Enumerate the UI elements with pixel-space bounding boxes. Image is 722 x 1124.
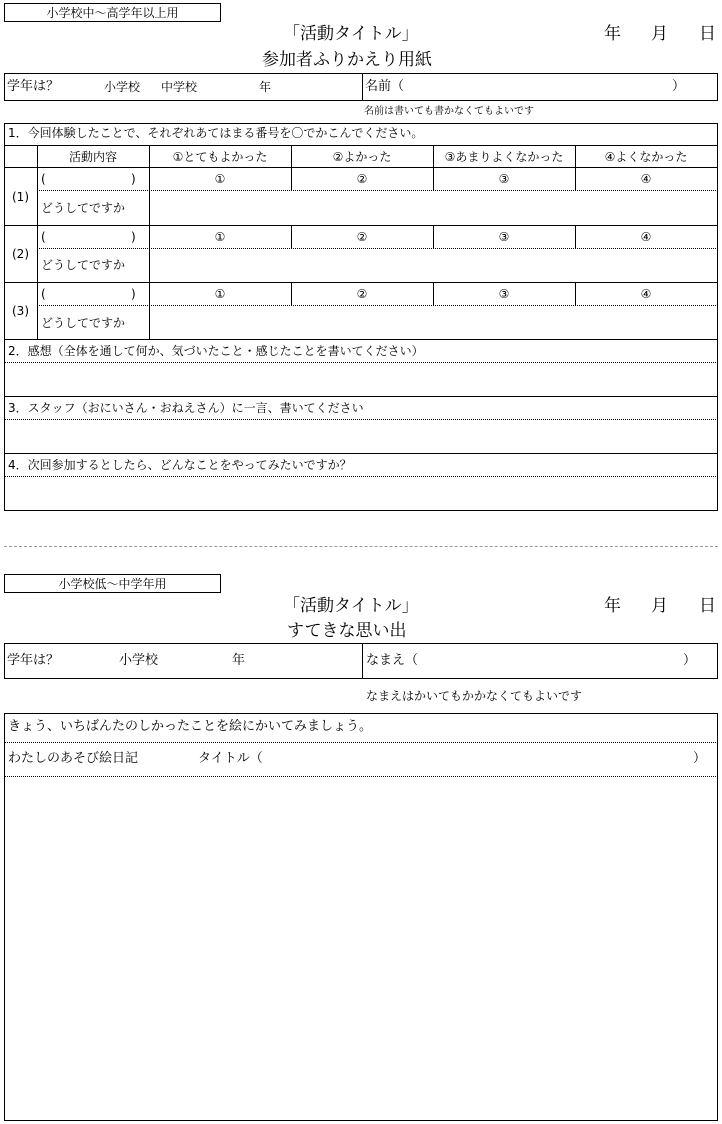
question-1: 1．今回体験したことで、それぞれあてはまる番号を〇でかこんでください。 — [8, 126, 424, 140]
header-option-1: ①とてもよかった — [172, 150, 268, 164]
upper-activity-title: 「活動タイトル」 — [283, 24, 419, 44]
q4-answer-area[interactable] — [5, 477, 717, 510]
activity-paren-open: ( — [41, 172, 46, 186]
question-2: 2．感想（全体を通して何か、気づいたこと・感じたことを書いてください） — [8, 344, 424, 358]
question-4: 4．次回参加するとしたら、どんなことをやってみたいですか？ — [8, 458, 352, 472]
lower-target-label-text: 小学校低〜中学年用 — [58, 577, 167, 591]
activity-paren-close: ) — [131, 230, 136, 244]
upper-name-note: 名前は書いても書かなくてもよいです — [364, 106, 534, 117]
rating-option-2[interactable]: ② — [356, 172, 368, 186]
why-label: どうしてですか — [41, 258, 126, 272]
lower-date-year: 年 — [604, 596, 621, 616]
rating-option-2[interactable]: ② — [356, 287, 368, 301]
lower-grade-label: 学年は？ — [7, 653, 60, 668]
row-number: (3) — [12, 304, 29, 318]
activity-paren-open: ( — [41, 230, 46, 244]
header-option-3: ③あまりよくなかった — [444, 150, 564, 164]
upper-target-label-text: 小学校中〜高学年以上用 — [46, 6, 179, 20]
rating-option-1[interactable]: ① — [214, 287, 226, 301]
lower-activity-title: 「活動タイトル」 — [283, 596, 419, 616]
rating-option-2[interactable]: ② — [356, 230, 368, 244]
upper-subtitle: 参加者ふりかえり用紙 — [262, 50, 432, 70]
lower-name-note: なまえはかいてもかかなくてもよいです — [366, 689, 583, 703]
header-option-4: ④よくなかった — [604, 150, 688, 164]
cut-line-divider — [4, 546, 718, 547]
diary-title-label: タイトル（ — [198, 751, 263, 766]
q3-answer-area[interactable] — [5, 420, 717, 453]
rating-option-1[interactable]: ① — [214, 172, 226, 186]
lower-subtitle: すてきな思い出 — [287, 621, 407, 641]
upper-grade-unit: 年 — [259, 80, 272, 94]
why-label: どうしてですか — [41, 201, 126, 215]
upper-date-month: 月 — [651, 24, 668, 44]
upper-grade-label: 学年は？ — [7, 79, 60, 94]
lower-name-close: ） — [683, 653, 697, 668]
rating-option-4[interactable]: ④ — [640, 172, 652, 186]
drawing-area[interactable] — [5, 777, 717, 1120]
header-option-2: ②よかった — [332, 150, 392, 164]
q2-answer-area[interactable] — [5, 363, 717, 396]
lower-school-elementary[interactable]: 小学校 — [119, 653, 159, 668]
upper-school-junior-high[interactable]: 中学校 — [161, 80, 198, 94]
activity-paren-close: ) — [131, 172, 136, 186]
rating-option-4[interactable]: ④ — [640, 287, 652, 301]
rating-option-3[interactable]: ③ — [498, 230, 510, 244]
diary-title-close: ） — [693, 751, 707, 766]
rating-option-3[interactable]: ③ — [498, 287, 510, 301]
activity-paren-open: ( — [41, 287, 46, 301]
upper-name-close: ） — [672, 79, 686, 94]
row-number: (1) — [12, 189, 29, 204]
diary-label: わたしのあそび絵日記 — [8, 751, 139, 766]
lower-date-day: 日 — [699, 596, 716, 616]
lower-date-month: 月 — [651, 596, 668, 616]
question-3: 3．スタッフ（おにいさん・おねえさん）に一言、書いてください — [8, 401, 364, 415]
lower-drawing-prompt: きょう、いちばんたのしかったことを絵にかいてみましょう。 — [8, 719, 373, 734]
upper-name-label: 名前（ — [365, 79, 405, 94]
upper-school-elementary[interactable]: 小学校 — [104, 80, 141, 94]
lower-grade-unit: 年 — [232, 653, 246, 668]
upper-date-year: 年 — [604, 24, 621, 44]
header-activity: 活動内容 — [68, 150, 117, 164]
lower-name-label: なまえ（ — [366, 653, 419, 668]
rating-option-3[interactable]: ③ — [498, 172, 510, 186]
lower-info-row — [4, 643, 718, 679]
why-label: どうしてですか — [41, 316, 126, 330]
upper-date-day: 日 — [699, 24, 716, 44]
row-number: (2) — [12, 247, 29, 261]
rating-option-4[interactable]: ④ — [640, 230, 652, 244]
activity-paren-close: ) — [131, 287, 136, 301]
upper-target-label — [4, 3, 221, 22]
rating-option-1[interactable]: ① — [214, 230, 226, 244]
lower-target-label — [4, 574, 221, 593]
